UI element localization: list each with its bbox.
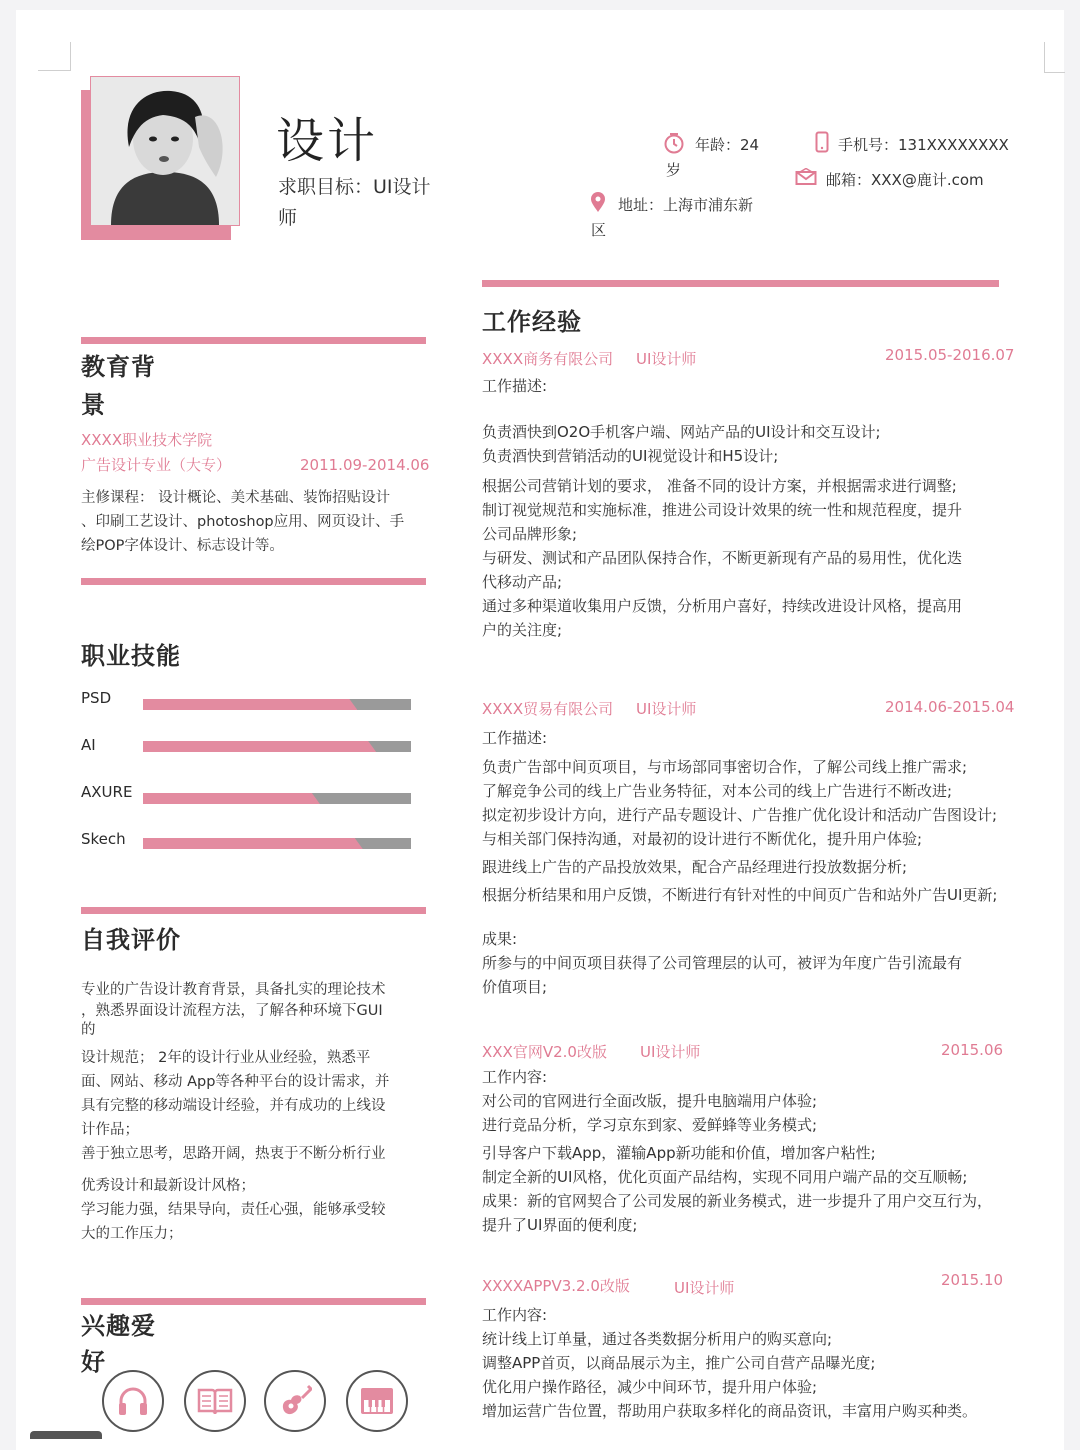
- job-period: 2015.10: [941, 1271, 1004, 1289]
- section-divider: [81, 337, 426, 344]
- age-line: 年龄：24: [695, 136, 760, 154]
- education-title-line: 教育背: [81, 353, 156, 381]
- section-divider: [81, 907, 426, 914]
- major: 广告设计专业（大专）: [81, 456, 232, 474]
- job-line: 工作内容:: [482, 1068, 548, 1086]
- self-eval-line: 的: [81, 1022, 96, 1038]
- skills-title: 职业技能: [81, 642, 181, 670]
- job-line: 了解竞争公司的线上广告业务特征，对本公司的线上广告进行不断改进;: [482, 782, 953, 800]
- job-line: 根据公司营销计划的要求， 准备不同的设计方案，并根据需求进行调整;: [482, 477, 957, 495]
- job-role: UI设计师: [640, 1043, 701, 1061]
- self-eval-line: 具有完整的移动端设计经验，并有成功的上线设: [81, 1098, 386, 1114]
- skill-bar: [143, 838, 411, 849]
- job-line: 负责酒快到O2O手机客户端、网站产品的UI设计和交互设计;: [482, 423, 881, 441]
- address-line: 地址：上海市浦东新: [618, 196, 754, 214]
- address-info: [591, 193, 753, 243]
- job-company: XXXX贸易有限公司: [482, 700, 614, 718]
- job-line: 制定全新的UI风格，优化页面产品结构，实现不同用户端产品的交互顺畅;: [482, 1168, 968, 1186]
- job-line: 引导客户下载App，灌输App新功能和价值，增加客户粘性;: [482, 1144, 876, 1162]
- job-period: 2014.06-2015.04: [885, 698, 1015, 716]
- avatar-photo: [90, 76, 240, 226]
- job-line: 对公司的官网进行全面改版，提升电脑端用户体验;: [482, 1092, 818, 1110]
- job-role: UI设计师: [674, 1279, 735, 1297]
- job-line: 成果：新的官网契合了公司发展的新业务模式，进一步提升了用户交互行为，: [482, 1192, 993, 1210]
- interests-title: [81, 1308, 156, 1380]
- job-line: 调整APP首页，以商品展示为主，推广公司自营产品曝光度;: [482, 1354, 876, 1372]
- book-icon: [184, 1370, 246, 1432]
- job-line: 进行竞品分析，学习京东到家、爱鲜蜂等业务模式;: [482, 1116, 818, 1134]
- job-line: 所参与的中间页项目获得了公司管理层的认可，被评为年度广告引流最有: [482, 954, 963, 972]
- job-line: [482, 907, 1052, 927]
- job-line: 成果:: [482, 930, 518, 948]
- age-line: 岁: [666, 161, 682, 179]
- job-line: 户的关注度;: [482, 621, 563, 639]
- crop-mark-top-left: [38, 42, 71, 71]
- job-line: 提升了UI界面的便利度;: [482, 1216, 638, 1234]
- job-line: 工作描述:: [482, 729, 548, 747]
- job-line: 负责酒快到营销活动的UI视觉设计和H5设计;: [482, 447, 779, 465]
- job-description: [482, 374, 1042, 642]
- education-title-line: 景: [81, 391, 106, 419]
- self-eval-text: [81, 978, 431, 1246]
- skill-bar-fill: [143, 741, 376, 752]
- section-divider: [81, 1298, 426, 1305]
- self-eval-line: 计作品；: [81, 1122, 139, 1138]
- self-eval-line: 面、网站、移动 App等各种平台的设计需求，并: [81, 1074, 390, 1090]
- self-eval-line: 大的工作压力；: [81, 1226, 183, 1242]
- skill-bar: [143, 699, 411, 710]
- address-line: 区: [591, 221, 607, 239]
- education-period: 2011.09-2014.06: [300, 456, 430, 474]
- job-line: 价值项目;: [482, 978, 548, 996]
- skill-bar-fill: [143, 699, 357, 710]
- job-line: 与研发、测试和产品团队保持合作，不断更新现有产品的易用性，优化迭: [482, 549, 963, 567]
- interests-title-line: 好: [81, 1348, 106, 1376]
- email-info: 邮箱：XXX@鹿计.com: [826, 171, 984, 189]
- self-eval-line: 专业的广告设计教育背景，具备扎实的理论技术: [81, 982, 386, 998]
- skill-label: Skech: [81, 830, 126, 848]
- candidate-name: 设计: [276, 113, 379, 169]
- skill-label: AXURE: [81, 783, 133, 801]
- headphones-icon: [102, 1370, 164, 1432]
- courses: [81, 486, 431, 558]
- self-eval-line: 优秀设计和最新设计风格；: [81, 1178, 255, 1194]
- interests-title-line: 兴趣爱: [81, 1312, 156, 1340]
- mail-icon: [795, 168, 817, 190]
- education-title: [81, 348, 156, 424]
- resume-page: [16, 10, 1064, 1450]
- self-eval-line: 善于独立思考，思路开阔，热衷于不断分析行业: [81, 1146, 386, 1162]
- job-line: 优化用户操作路径，减少中间环节，提升用户体验;: [482, 1378, 818, 1396]
- courses-line: 绘POP字体设计、标志设计等。: [81, 538, 284, 554]
- skill-label: PSD: [81, 689, 112, 707]
- job-line: 统计线上订单量，通过各类数据分析用户的购买意向;: [482, 1330, 833, 1348]
- job-line: 通过多种渠道收集用户反馈，分析用户喜好，持续改进设计风格，提高用: [482, 597, 963, 615]
- job-objective: [278, 172, 431, 234]
- self-eval-line: ，熟悉界面设计流程方法，了解各种环境下GUI: [81, 1003, 383, 1019]
- job-description: [482, 1065, 1052, 1237]
- age-info: [666, 133, 759, 183]
- phone-icon: [815, 131, 829, 157]
- job-objective-line: 求职目标：UI设计: [278, 176, 431, 198]
- job-objective-line: 师: [278, 207, 298, 229]
- job-line: [482, 398, 1042, 420]
- self-eval-line: 学习能力强，结果导向，责任心强，能够承受较: [81, 1202, 386, 1218]
- job-line: 拟定初步设计方向，进行产品专题设计、广告推广优化设计和活动广告图设计;: [482, 806, 998, 824]
- section-divider: [482, 280, 999, 287]
- job-role: UI设计师: [636, 350, 697, 368]
- job-period: 2015.05-2016.07: [885, 346, 1015, 364]
- courses-line: 、印刷工艺设计、photoshop应用、网页设计、手: [81, 514, 405, 530]
- job-line: 与相关部门保持沟通，对最初的设计进行不断优化，提升用户体验;: [482, 830, 923, 848]
- job-line: 工作描述:: [482, 377, 548, 395]
- job-line: 制订视觉规范和实施标准，推进公司设计效果的统一性和规范程度，提升: [482, 501, 963, 519]
- crop-mark-top-right: [1044, 42, 1065, 73]
- job-line: 公司品牌形象;: [482, 525, 578, 543]
- job-line: 工作内容:: [482, 1306, 548, 1324]
- job-company: XXXXAPPV3.2.0改版: [482, 1277, 630, 1295]
- job-company: XXXX商务有限公司: [482, 350, 614, 368]
- skill-bar: [143, 793, 411, 804]
- job-line: 负责广告部中间页项目，与市场部同事密切合作，了解公司线上推广需求;: [482, 758, 968, 776]
- courses-line: 主修课程： 设计概论、美术基础、装饰招贴设计: [81, 490, 391, 506]
- job-company: XXX官网V2.0改版: [482, 1043, 607, 1061]
- job-period: 2015.06: [941, 1041, 1004, 1059]
- skill-bar-fill: [143, 793, 320, 804]
- job-description: [482, 726, 1052, 999]
- work-title: 工作经验: [482, 308, 582, 336]
- self-eval-line: 设计规范； 2年的设计行业从业经验，熟悉平: [81, 1050, 371, 1066]
- job-description: [482, 1303, 1052, 1423]
- job-line: 代移动产品;: [482, 573, 563, 591]
- self-eval-title: 自我评价: [81, 926, 181, 954]
- skill-bar: [143, 741, 411, 752]
- job-role: UI设计师: [636, 700, 697, 718]
- school-name: XXXX职业技术学院: [81, 431, 213, 449]
- guitar-icon: [264, 1370, 326, 1432]
- job-line: 增加运营广告位置，帮助用户获取多样化的商品资讯，丰富用户购买种类。: [482, 1402, 978, 1420]
- piano-icon: [346, 1370, 408, 1432]
- job-line: 跟进线上广告的产品投放效果，配合产品经理进行投放数据分析;: [482, 858, 908, 876]
- skill-label: AI: [81, 736, 96, 754]
- phone-info: 手机号：131XXXXXXXX: [838, 136, 1009, 154]
- scroll-indicator: [30, 1431, 102, 1439]
- job-line: 根据分析结果和用户反馈，不断进行有针对性的中间页广告和站外广告UI更新;: [482, 886, 998, 904]
- skill-bar-fill: [143, 838, 363, 849]
- section-divider: [81, 578, 426, 585]
